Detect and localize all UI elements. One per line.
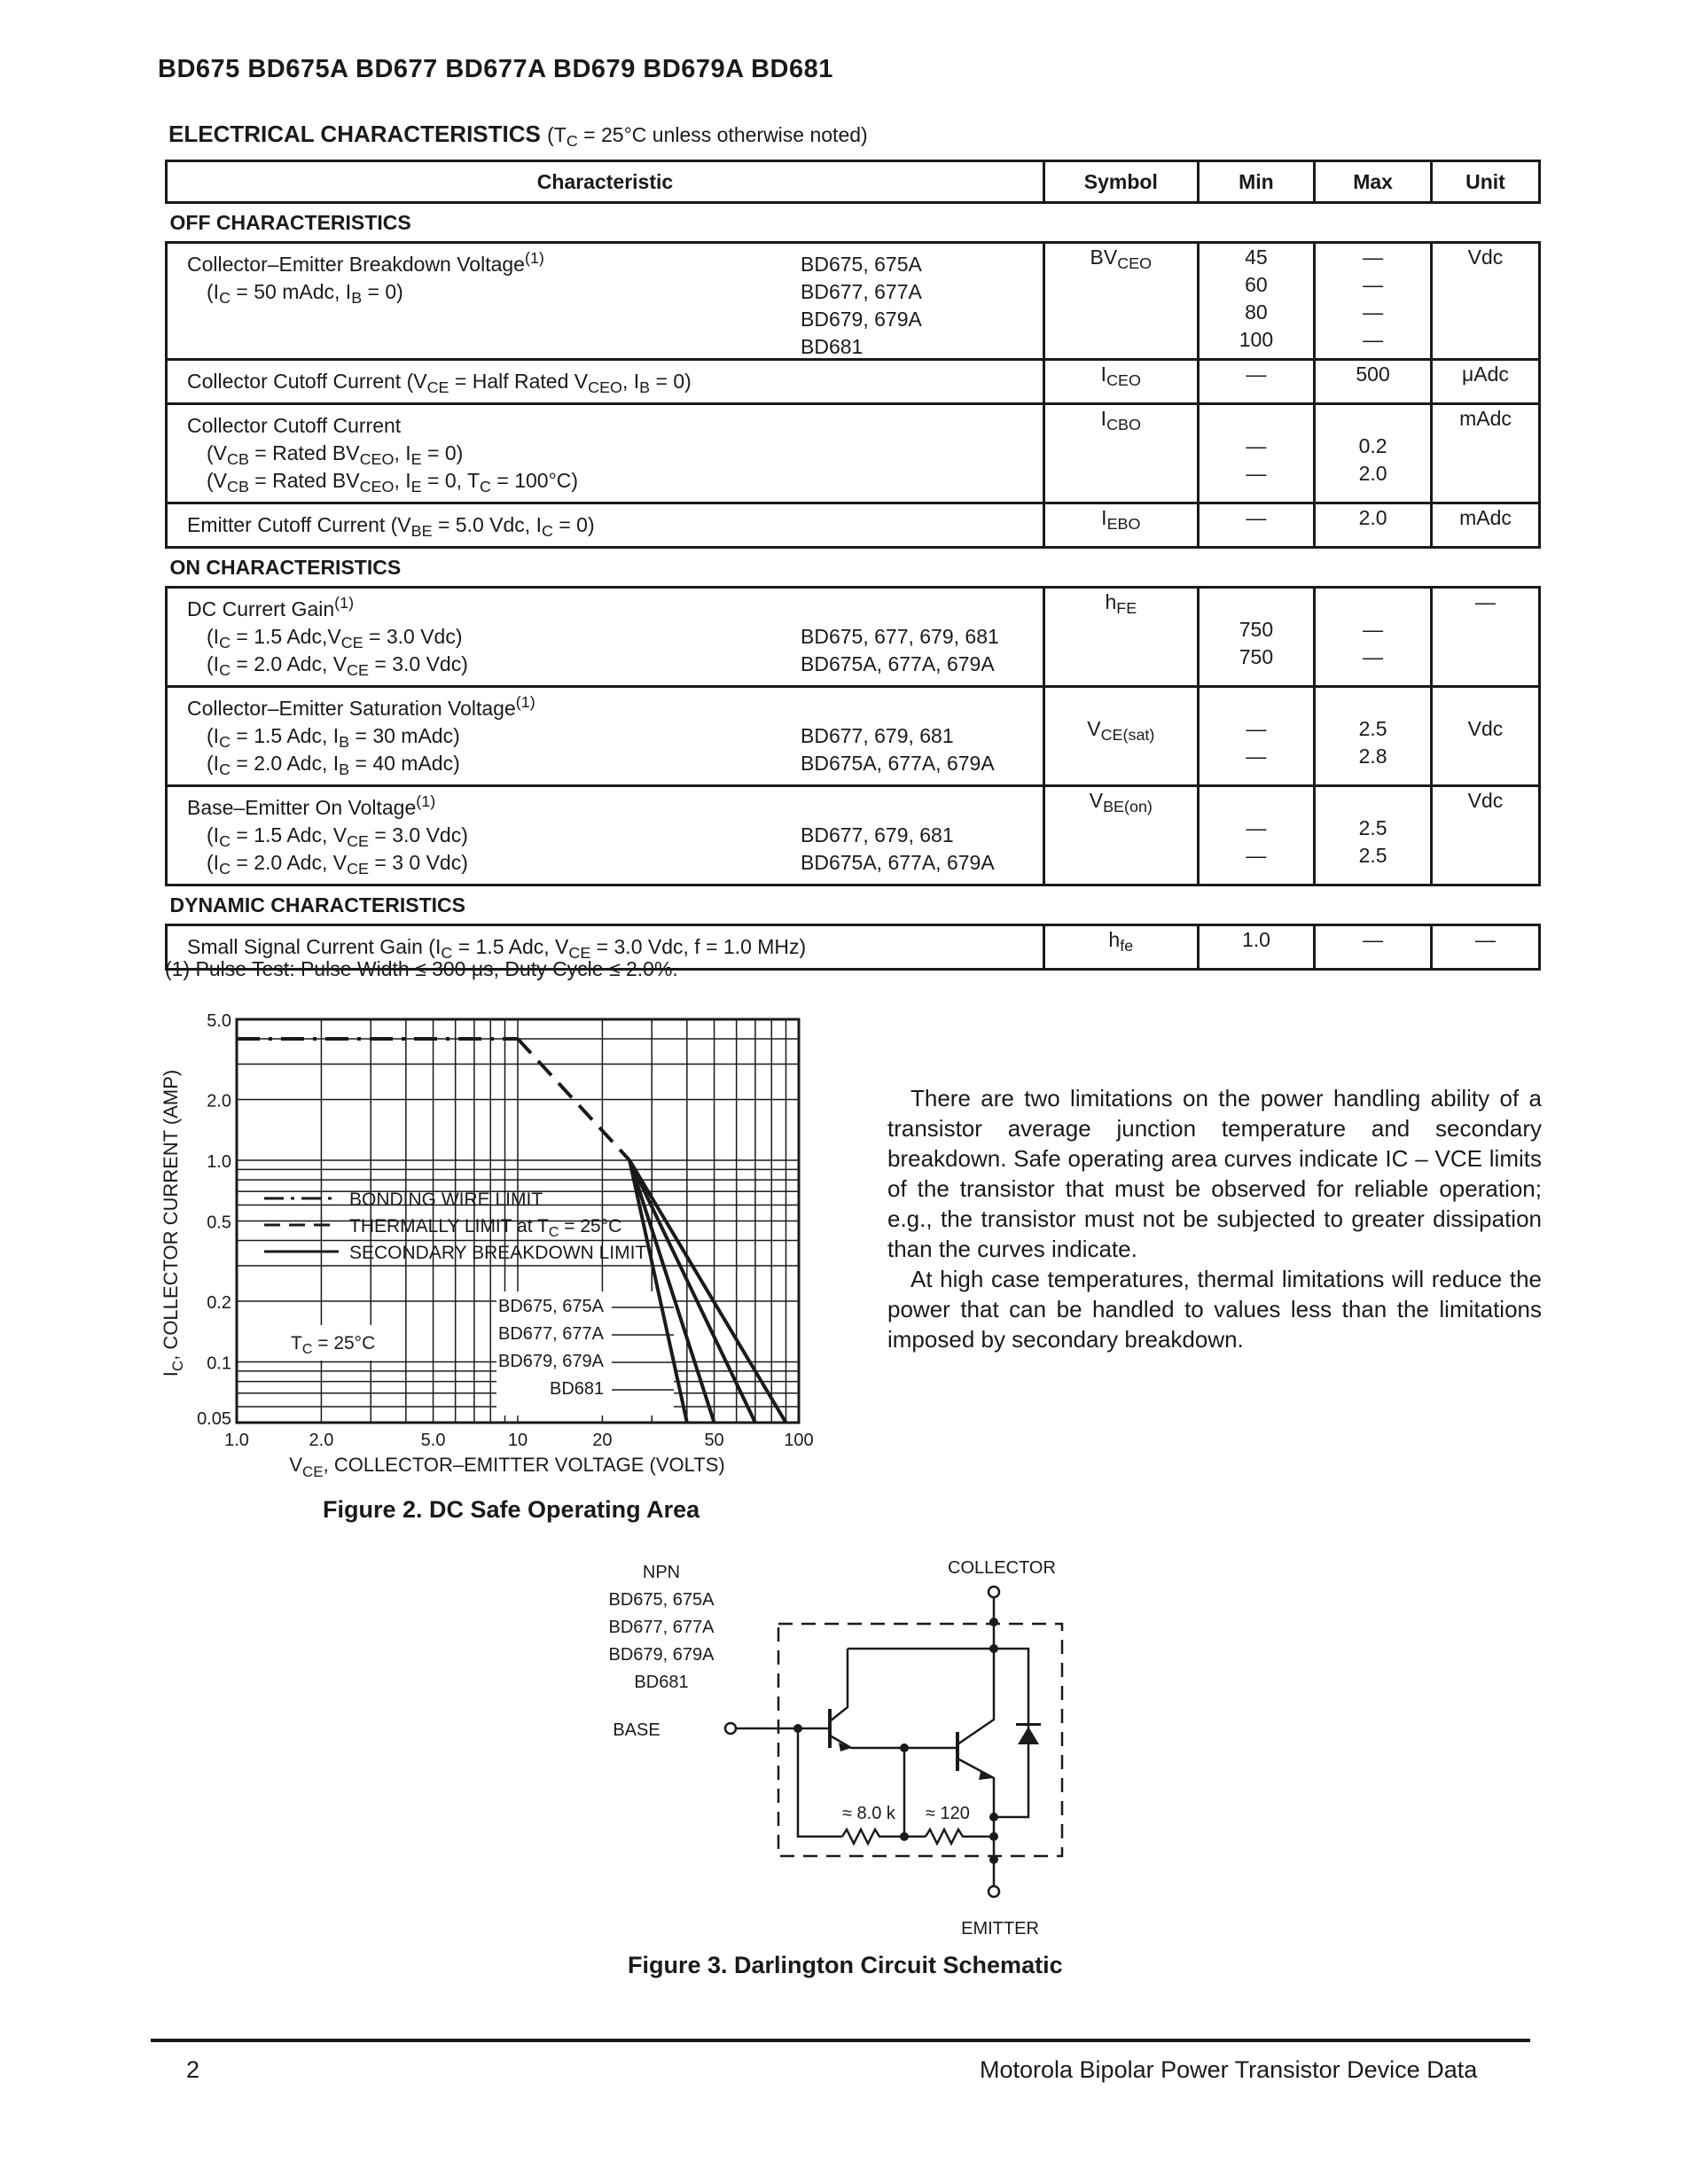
legend-label: THERMALLY LIMIT at $T_C = 25^\circ C$ [349,1216,622,1240]
table-row: Collector Cutoff Current ($V_{CE}$ = Half Rated $V_{CEO}$, $I_B = 0$) $I_{CEO}$ — 500 μAdc [167,360,1540,404]
series-label-bd675: BD675, 675A [498,1297,604,1316]
series-label-bd679: BD679, 679A [498,1352,604,1371]
min-value: 750 [1239,645,1274,668]
resistor-1 [842,1829,904,1844]
x-axis-label: $V_{CE}$, COLLECTOR–EMITTER VOLTAGE (VOLTS) [289,1454,725,1480]
unit: — [1431,925,1539,970]
q2-collector [957,1702,994,1744]
y-tick-label: 0.5 [207,1213,231,1233]
device: BD677, 679, 681 [801,724,954,747]
x-tick-label: 2.0 [309,1431,334,1450]
table-row: Collector Cutoff Current ($V_{CB}$ = Rated $BV_{CEO}$, $I_E = 0$) ($V_{CB}$ = Rated $BV_{CEO}$, $I_E = 0$, $T_C = 100^\circ C$) $I_{CBO}$ — — 0.2 2.0 mAdc [167,404,1540,503]
max-value: — [1363,328,1384,351]
group-off: OFF CHARACTERISTICS [169,210,411,234]
device: BD677, 679, 681 [801,823,954,846]
junction-dot [989,1832,998,1841]
base-label: BASE [613,1720,660,1740]
symbol: $I_{CBO}$ [1044,404,1199,503]
y-tick-label: 0.1 [207,1353,231,1374]
device: BD675, 677, 679, 681 [801,625,999,648]
min-value: — [1246,816,1267,839]
schematic-label: BD677, 677A [608,1618,715,1637]
min-value: — [1198,503,1315,548]
device: BD675A, 677A, 679A [801,851,995,874]
max-value: 2.0 [1358,462,1387,485]
y-tick-label: 2.0 [207,1091,231,1112]
group-on: ON CHARACTERISTICS [169,555,402,579]
junction-dot [900,1743,909,1752]
emitter-label: EMITTER [961,1919,1039,1938]
min-value: — [1246,717,1267,740]
max-value: — [1363,618,1384,641]
figure-3-caption: Figure 3. Darlington Circuit Schematic [628,1952,1063,1978]
max-value: 2.0 [1315,503,1432,548]
y-tick-label: 1.0 [207,1152,231,1173]
device: BD675, 675A [801,253,922,276]
junction-dot [989,1855,998,1864]
symbol: $I_{EBO}$ [1044,503,1199,548]
max-value: 0.2 [1358,434,1387,457]
table-row: Collector–Emitter Saturation Voltage$^{(1)}$ ($I_C = 1.5$ Adc, $I_B = 30$ mAdc) ($I_C = 2.0$ Adc, $I_B = 40$ mAdc) BD677, 679, 681 BD675A, 677A, 679A $V_{CE(sat)}$ — — 2.5 2.8 Vdc [167,687,1540,786]
table-row: Small Signal Current Gain ($I_C = 1.5$ Adc, $V_{CE} = 3.0$ Vdc, f = 1.0 MHz) $h_{fe}$ 1.0 — — [167,925,1540,970]
schematic-label: BD675, 675A [608,1590,715,1610]
y-tick-label: 5.0 [207,1011,231,1031]
unit: Vdc [1431,786,1539,885]
diode-symbol [1018,1727,1039,1744]
diode-bar [1016,1723,1041,1726]
min-value: 1.0 [1198,925,1315,970]
node-wire [904,1748,926,1837]
min-value: 750 [1239,618,1274,641]
symbol: $h_{fe}$ [1044,925,1199,970]
col-min: Min [1198,161,1315,203]
darlington-schematic [585,1551,1117,1941]
unit: Vdc [1431,243,1539,360]
body-text [887,1083,1542,1354]
min-value: — [1246,434,1267,457]
junction-dot [900,1832,909,1841]
table-row: Emitter Cutoff Current ($V_{BE} = 5.0$ Vdc, $I_C = 0$) $I_{EBO}$ — 2.0 mAdc [167,503,1540,548]
device: BD675A, 677A, 679A [801,652,995,675]
schematic-label: BD679, 679A [608,1645,715,1665]
q1-emitter [830,1736,957,1764]
figure-2-caption: Figure 2. DC Safe Operating Area [323,1496,700,1523]
group-dynamic: DYNAMIC CHARACTERISTICS [169,893,465,916]
footnote: (1) Pulse Test: Pulse Width ≤ 300 μs, Duty Cycle ≤ 2.0%. [165,957,678,980]
x-tick-label: 5.0 [420,1431,446,1450]
table-row: Base–Emitter On Voltage$^{(1)}$ ($I_C = 1.5$ Adc, $V_{CE} = 3.0$ Vdc) ($I_C = 2.0$ Adc, $V_{CE} = 3$ 0 Vdc) BD677, 679, 681 BD675A, 677A, 679A $V_{BE(on)}$ — — 2.5 2.5 Vdc [167,786,1540,885]
min-value: — [1246,844,1267,867]
base-terminal [725,1723,736,1734]
col-characteristic: Characteristic [167,161,1044,203]
junction-dot [793,1724,802,1733]
package-outline [778,1624,1062,1856]
emitter-terminal [989,1886,999,1897]
min-value: — [1246,745,1267,768]
symbol: $V_{BE(on)}$ [1044,786,1199,885]
diode-branch [994,1649,1028,1817]
max-value: 2.5 [1358,844,1387,867]
section-title: ELECTRICAL CHARACTERISTICS ($T_C = 25^\circ C$ unless otherwise noted) [168,121,868,151]
resistor-1-label: ≈ 8.0 k [842,1804,895,1823]
part-number-header: BD675 BD675A BD677 BD677A BD679 BD679A BD681 [158,55,833,83]
y-axis-label: $I_C$, COLLECTOR CURRENT (AMP) [160,1069,186,1377]
junction-dot [989,1644,998,1653]
device: BD681 [801,335,864,358]
max-value: — [1363,645,1384,668]
page-number: 2 [186,2056,200,2083]
min-value: 45 [1245,246,1268,269]
resistor-2-label: ≈ 120 [926,1804,970,1823]
device: BD675A, 677A, 679A [801,752,995,775]
electrical-characteristics-table [165,160,1541,971]
resistor-2 [926,1829,994,1844]
symbol: $h_{FE}$ [1044,588,1199,687]
x-tick-label: 20 [592,1431,613,1450]
chart-annotation-tc: $T_C = 25^\circ C$ [291,1333,376,1357]
x-tick-label: 100 [784,1431,814,1450]
soa-chart [151,1010,842,1542]
table-row: Collector–Emitter Breakdown Voltage$^{(1)}$ ($I_C = 50$ mAdc, $I_B = 0$) BD675, 675A BD677, 677A BD679, 679A BD681 $BV_{CEO}$ 45 60 80 100 — — — — Vdc [167,243,1540,360]
unit: μAdc [1431,360,1539,404]
series-labels [496,1291,674,1416]
device: BD677, 677A [801,280,922,303]
col-max: Max [1315,161,1432,203]
min-value: — [1198,360,1315,404]
col-unit: Unit [1431,161,1539,203]
unit: mAdc [1431,404,1539,503]
y-tick-label: 0.2 [207,1293,231,1314]
table-header-row [167,161,1540,203]
legend-label: SECONDARY BREAKDOWN LIMIT [349,1243,647,1263]
max-value: — [1363,246,1384,269]
collector-label: COLLECTOR [948,1558,1056,1578]
legend-label: BONDING WIRE LIMIT [349,1190,543,1210]
footer-text: Motorola Bipolar Power Transistor Device Data [980,2056,1478,2083]
junction-dot [989,1618,998,1626]
series-label-bd681: BD681 [550,1379,605,1399]
schematic-label: BD681 [634,1673,689,1692]
y-tick-label: 0.05 [197,1409,231,1429]
r1-lead-left [798,1728,842,1837]
max-value: — [1363,273,1384,296]
unit: Vdc [1467,717,1504,740]
unit: mAdc [1431,503,1539,548]
schematic-label: NPN [642,1563,681,1582]
min-value: — [1246,462,1267,485]
series-label-bd677: BD677, 677A [498,1324,604,1344]
symbol: $V_{CE(sat)}$ [1044,687,1199,786]
footer-rule [151,2039,1530,2042]
max-value: 2.8 [1358,745,1387,768]
symbol: $I_{CEO}$ [1044,360,1199,404]
x-tick-label: 50 [704,1431,724,1450]
min-value: 100 [1239,328,1274,351]
paragraph-1: There are two limitations on the power handling ability of a transistor average junction temperature and secondary breakdown. Safe operating area curves indicate IC – VCE limits of the transistor that must be observed for reliable operation; e.g., the transistor must not be subjected to greater dissipation than the curves indicate. [887,1085,1542,1262]
device: BD679, 679A [801,308,922,331]
junction-dot [989,1813,998,1821]
min-value: 60 [1245,273,1268,296]
x-tick-label: 1.0 [224,1431,249,1450]
max-value: 2.5 [1358,717,1387,740]
max-value: 500 [1315,360,1432,404]
table-row: DC Currert Gain$^{(1)}$ ($I_C = 1.5$ $Adc,V_{CE} = 3.0$ Vdc) ($I_C = 2.0$ Adc, $V_{CE} = 3.0$ Vdc) BD675, 677, 679, 681 BD675A, 677A, 679A $h_{FE}$ 750 750 — — — [167,588,1540,687]
max-value: — [1363,300,1384,324]
unit: — [1431,588,1539,687]
col-symbol: Symbol [1044,161,1199,203]
min-value: 80 [1245,300,1268,324]
x-tick-label: 10 [507,1431,528,1450]
collector-terminal [989,1587,999,1597]
symbol: $BV_{CEO}$ [1044,243,1199,360]
max-value: 2.5 [1358,816,1387,839]
q1-collector [830,1649,848,1721]
paragraph-2: At high case temperatures, thermal limitations will reduce the power that can be handled to values less than the limitations imposed by secondary breakdown. [887,1266,1542,1353]
max-value: — [1315,925,1432,970]
